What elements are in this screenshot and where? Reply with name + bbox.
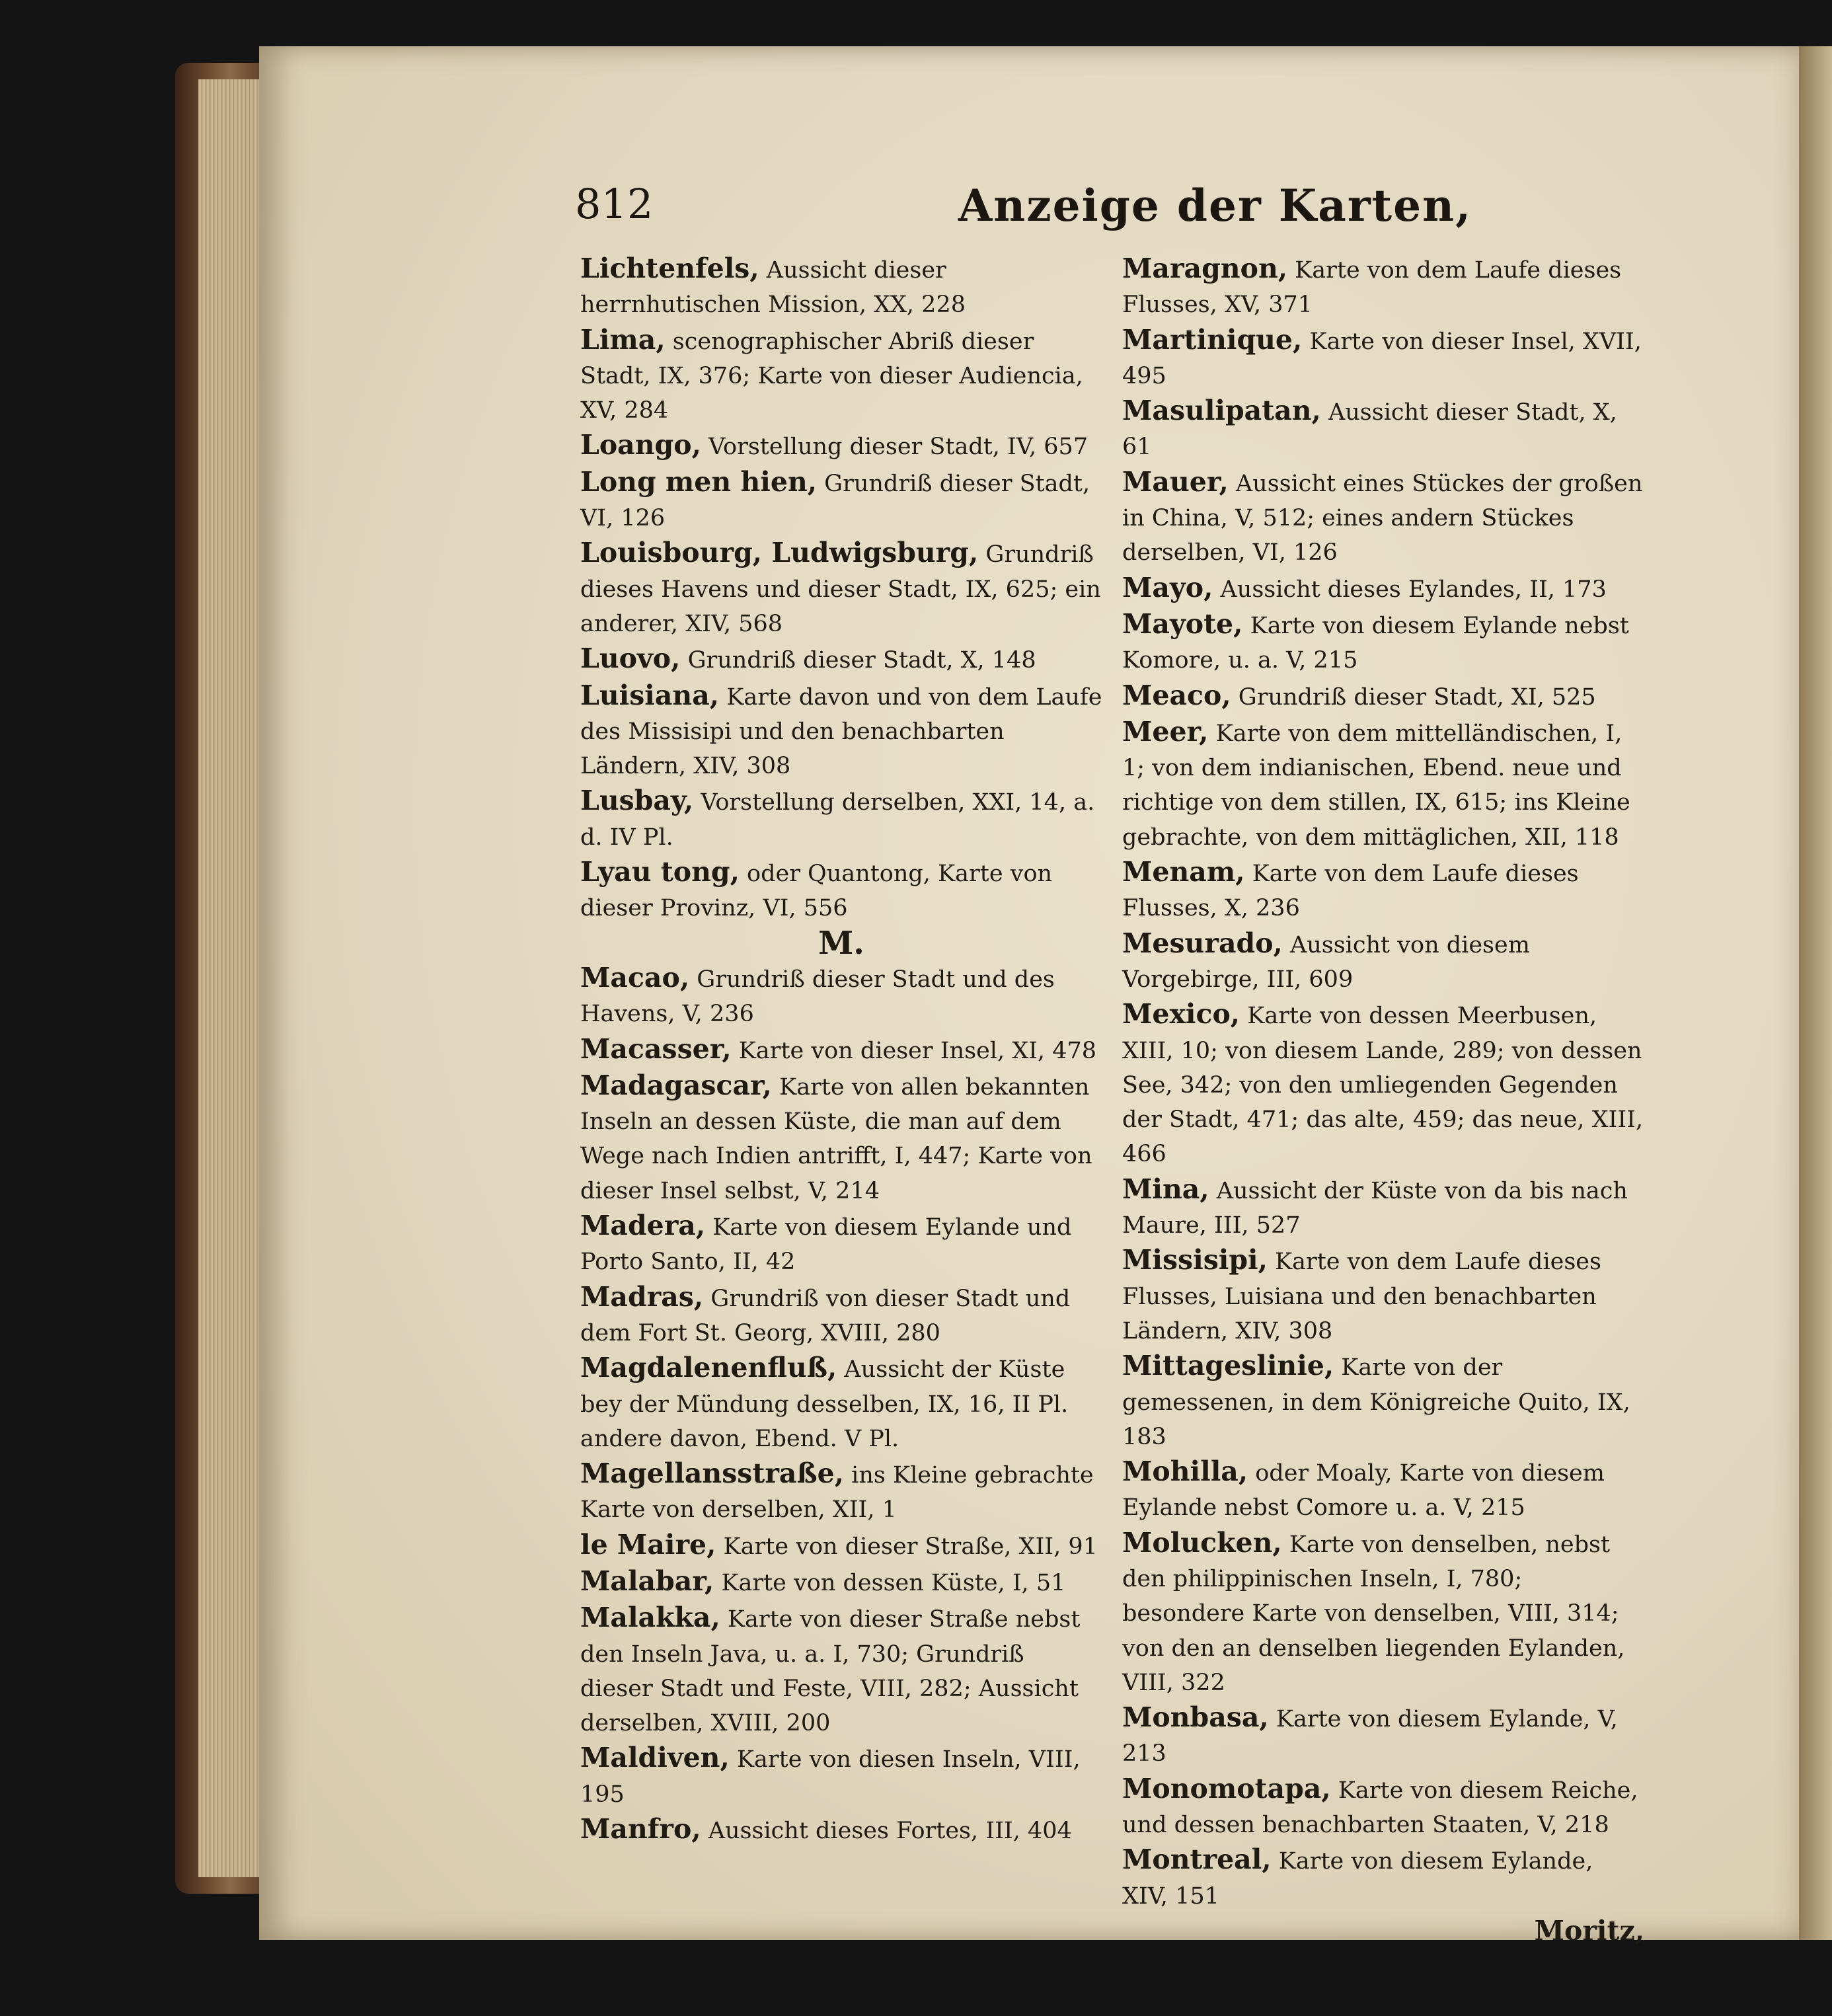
entry-text: Karte von diesem Eylande und Porto Santo, II, 42	[580, 1214, 1072, 1276]
index-entry	[1122, 678, 1644, 715]
index-entry	[1122, 926, 1644, 997]
index-entry	[580, 1812, 1102, 1848]
entry-name: Lyau tong,	[580, 856, 740, 888]
entry-name: Mexico,	[1122, 998, 1240, 1030]
entry-name: Madras,	[580, 1280, 704, 1313]
entry-name: Menam,	[1122, 856, 1245, 888]
index-entry	[1122, 715, 1644, 855]
entry-text: Karte von diesem Reiche, und dessen benachbarten Staaten, V, 218	[1122, 1777, 1638, 1839]
entry-name: Mittageslinie,	[1122, 1350, 1334, 1382]
catchword: Moritz,	[1534, 1914, 1644, 1947]
entry-text: Karte von diesem Eylande, XIV, 151	[1122, 1848, 1593, 1910]
entry-name: Mauer,	[1122, 465, 1229, 498]
index-entry	[1122, 1454, 1644, 1526]
entry-name: Martinique,	[1122, 323, 1303, 356]
entry-text: Karte von dessen Küste, I, 51	[714, 1569, 1066, 1596]
entry-name: le Maire,	[580, 1528, 716, 1561]
entry-name: Monomotapa,	[1122, 1772, 1331, 1804]
entry-text: Karte von der gemessenen, in dem Königreiche Quito, IX, 183	[1122, 1354, 1630, 1450]
index-entry	[1122, 855, 1644, 926]
entry-text: Aussicht von diesem Vorgebirge, III, 609	[1122, 931, 1530, 993]
index-entry	[1122, 1172, 1644, 1243]
left-column	[580, 251, 1102, 1848]
entry-text: Aussicht der Küste bey der Mündung desselben, IX, 16, II Pl. andere davon, Ebend. V Pl.	[580, 1356, 1069, 1452]
entry-name: Masulipatan,	[1122, 395, 1321, 427]
index-entry	[1122, 997, 1644, 1171]
page-title: Anzeige der Karten,	[958, 180, 1472, 231]
right-column	[1122, 251, 1644, 1948]
entry-text: Grundriß von dieser Stadt und dem Fort St. Georg, XVIII, 280	[580, 1285, 1071, 1346]
entry-name: Mayote,	[1122, 607, 1243, 640]
section-letter: M.	[818, 924, 864, 962]
entry-text: Karte von dem Laufe dieses Flusses, Luisiana und den benachbarten Ländern, XIV, 308	[1122, 1249, 1601, 1344]
entry-text: Grundriß dieser Stadt, XI, 525	[1231, 683, 1596, 711]
entry-text: Karte von dem Laufe dieses Flusses, XV, 371	[1122, 257, 1622, 319]
entry-text: Karte von diesen Inseln, VIII, 195	[580, 1746, 1081, 1808]
facing-page-edge	[1799, 46, 1832, 1940]
index-entry	[1122, 1243, 1644, 1348]
entry-text: Karte von dieser Insel, XI, 478	[731, 1037, 1097, 1064]
index-entry	[580, 1600, 1102, 1740]
index-entry	[1122, 1348, 1644, 1454]
entry-text: Vorstellung dieser Stadt, IV, 657	[701, 434, 1088, 461]
entry-name: Molucken,	[1122, 1526, 1282, 1559]
entry-text: Karte von dieser Insel, XVII, 495	[1122, 328, 1642, 389]
index-entry	[580, 783, 1102, 855]
index-entry	[580, 855, 1102, 926]
index-entry	[580, 678, 1102, 784]
entry-name: Malakka,	[580, 1602, 720, 1634]
entry-text: Karte von dieser Straße, XII, 91	[716, 1533, 1098, 1560]
index-entry	[580, 535, 1102, 641]
entry-name: Luisiana,	[580, 679, 720, 711]
page-number: 812	[575, 180, 654, 228]
entry-text: Karte davon und von dem Laufe des Missisipi und den benachbarten Ländern, XIV, 308	[580, 683, 1102, 780]
entry-text: Aussicht dieses Eylandes, II, 173	[1213, 576, 1607, 603]
entry-name: Lusbay,	[580, 785, 694, 817]
index-entry	[1122, 1771, 1644, 1843]
index-entry	[580, 641, 1102, 678]
index-entry	[1122, 607, 1644, 678]
entry-name: Mina,	[1122, 1173, 1209, 1205]
entry-text: oder Moaly, Karte von diesem Eylande nebst Comore u. a. V, 215	[1122, 1460, 1605, 1522]
entry-name: Madera,	[580, 1210, 706, 1242]
index-entry	[580, 323, 1102, 428]
entry-text: Karte von denselben, nebst den philippinischen Inseln, I, 780; besondere Karte von denselben, VIII, 314; von den an denselben liegenden Eylanden, VIII, 322	[1122, 1531, 1625, 1696]
entry-name: Macao,	[580, 961, 690, 993]
entry-name: Long men hien,	[580, 465, 818, 498]
entry-text: Aussicht der Küste von da bis nach Maure, III, 527	[1122, 1177, 1628, 1239]
entry-text: Karte von dem Laufe dieses Flusses, X, 236	[1122, 861, 1579, 922]
index-entry	[1122, 1700, 1644, 1771]
entry-text: Grundriß dieses Havens und dieser Stadt, IX, 625; ein anderer, XIV, 568	[580, 541, 1101, 637]
index-entry	[1122, 393, 1644, 465]
index-entry	[580, 1456, 1102, 1528]
entry-text: Karte von dieser Straße nebst den Inseln Java, u. a. I, 730; Grundriß dieser Stadt und Feste, VIII, 282; Aussicht derselben, XVIII, 200	[580, 1606, 1081, 1737]
entry-name: Maragnon,	[1122, 252, 1288, 284]
entry-name: Meaco,	[1122, 679, 1231, 711]
entry-name: Lichtenfels,	[580, 252, 759, 284]
index-entry	[1122, 465, 1644, 570]
index-entry	[580, 1564, 1102, 1600]
entry-text: Karte von dem mittelländischen, I, 1; von dem indianischen, Ebend. neue und richtige von dem stillen, IX, 615; ins Kleine gebrachte, von dem mittäglichen, XII, 118	[1122, 720, 1630, 851]
index-entry	[580, 1280, 1102, 1351]
running-head	[575, 180, 1646, 233]
entry-text: ins Kleine gebrachte Karte von derselben, XII, 1	[580, 1462, 1094, 1524]
index-entry	[580, 1208, 1102, 1280]
index-entry	[1122, 1526, 1644, 1700]
entry-name: Mesurado,	[1122, 927, 1283, 959]
index-entry	[580, 251, 1102, 323]
index-entry	[1122, 1842, 1644, 1914]
entry-name: Manfro,	[580, 1813, 701, 1845]
entry-name: Mohilla,	[1122, 1455, 1248, 1488]
index-entry	[1122, 570, 1644, 607]
index-entry	[580, 1068, 1102, 1208]
entry-name: Monbasa,	[1122, 1701, 1269, 1734]
entry-text: Grundriß dieser Stadt und des Havens, V, 236	[580, 966, 1055, 1028]
entry-text: Karte von diesem Eylande, V, 213	[1122, 1706, 1618, 1767]
entry-text: scenographischer Abriß dieser Stadt, IX, 376; Karte von dieser Audiencia, XV, 284	[580, 328, 1083, 424]
entry-name: Louisbourg, Ludwigsburg,	[580, 537, 979, 569]
entry-text: Karte von allen bekannten Inseln an dessen Küste, die man auf dem Wege nach Indien antrifft, I, 447; Karte von dieser Insel selbst, V, 214	[580, 1073, 1092, 1204]
index-entry	[1122, 251, 1644, 323]
page-stack	[198, 79, 264, 1877]
entry-name: Missisipi,	[1122, 1244, 1268, 1276]
entry-name: Maldiven,	[580, 1742, 730, 1774]
entry-text: Aussicht dieses Fortes, III, 404	[701, 1818, 1072, 1845]
entry-text: oder Quantong, Karte von dieser Provinz, VI, 556	[580, 861, 1053, 922]
entry-name: Malabar,	[580, 1565, 714, 1597]
entry-text: Aussicht eines Stückes der großen in China, V, 512; eines andern Stückes derselben, VI, 126	[1122, 470, 1643, 566]
entry-name: Montreal,	[1122, 1843, 1272, 1876]
entry-text: Aussicht dieser Stadt, X, 61	[1122, 399, 1617, 461]
index-entry	[580, 1740, 1102, 1812]
index-entry	[580, 1528, 1102, 1564]
entry-text: Grundriß dieser Stadt, VI, 126	[580, 470, 1090, 532]
entry-name: Mayo,	[1122, 571, 1213, 603]
entry-text: Grundriß dieser Stadt, X, 148	[680, 647, 1036, 674]
entry-text: Karte von dessen Meerbusen, XIII, 10; von diesem Lande, 289; von dessen See, 342; von den umliegenden Gegenden der Stadt, 471; das alte, 459; das neue, XIII, 466	[1122, 1003, 1644, 1168]
entry-text: Aussicht dieser herrnhutischen Mission, XX, 228	[580, 257, 966, 319]
entry-name: Macasser,	[580, 1032, 732, 1065]
index-entry	[580, 465, 1102, 536]
index-entry	[580, 428, 1102, 464]
index-entry	[1122, 323, 1644, 394]
entry-name: Magellansstraße,	[580, 1457, 845, 1490]
index-entry	[580, 1350, 1102, 1456]
index-entry	[580, 960, 1102, 1032]
entry-name: Lima,	[580, 323, 666, 356]
entry-name: Luovo,	[580, 642, 681, 675]
entry-name: Madagascar,	[580, 1069, 772, 1101]
entry-name: Loango,	[580, 429, 701, 461]
index-entry	[580, 1032, 1102, 1068]
entry-name: Magdalenenfluß,	[580, 1352, 837, 1384]
entry-text: Vorstellung derselben, XXI, 14, a. d. IV Pl.	[580, 789, 1095, 851]
entry-text: Karte von diesem Eylande nebst Komore, u. a. V, 215	[1122, 612, 1629, 674]
entry-name: Meer,	[1122, 715, 1209, 748]
